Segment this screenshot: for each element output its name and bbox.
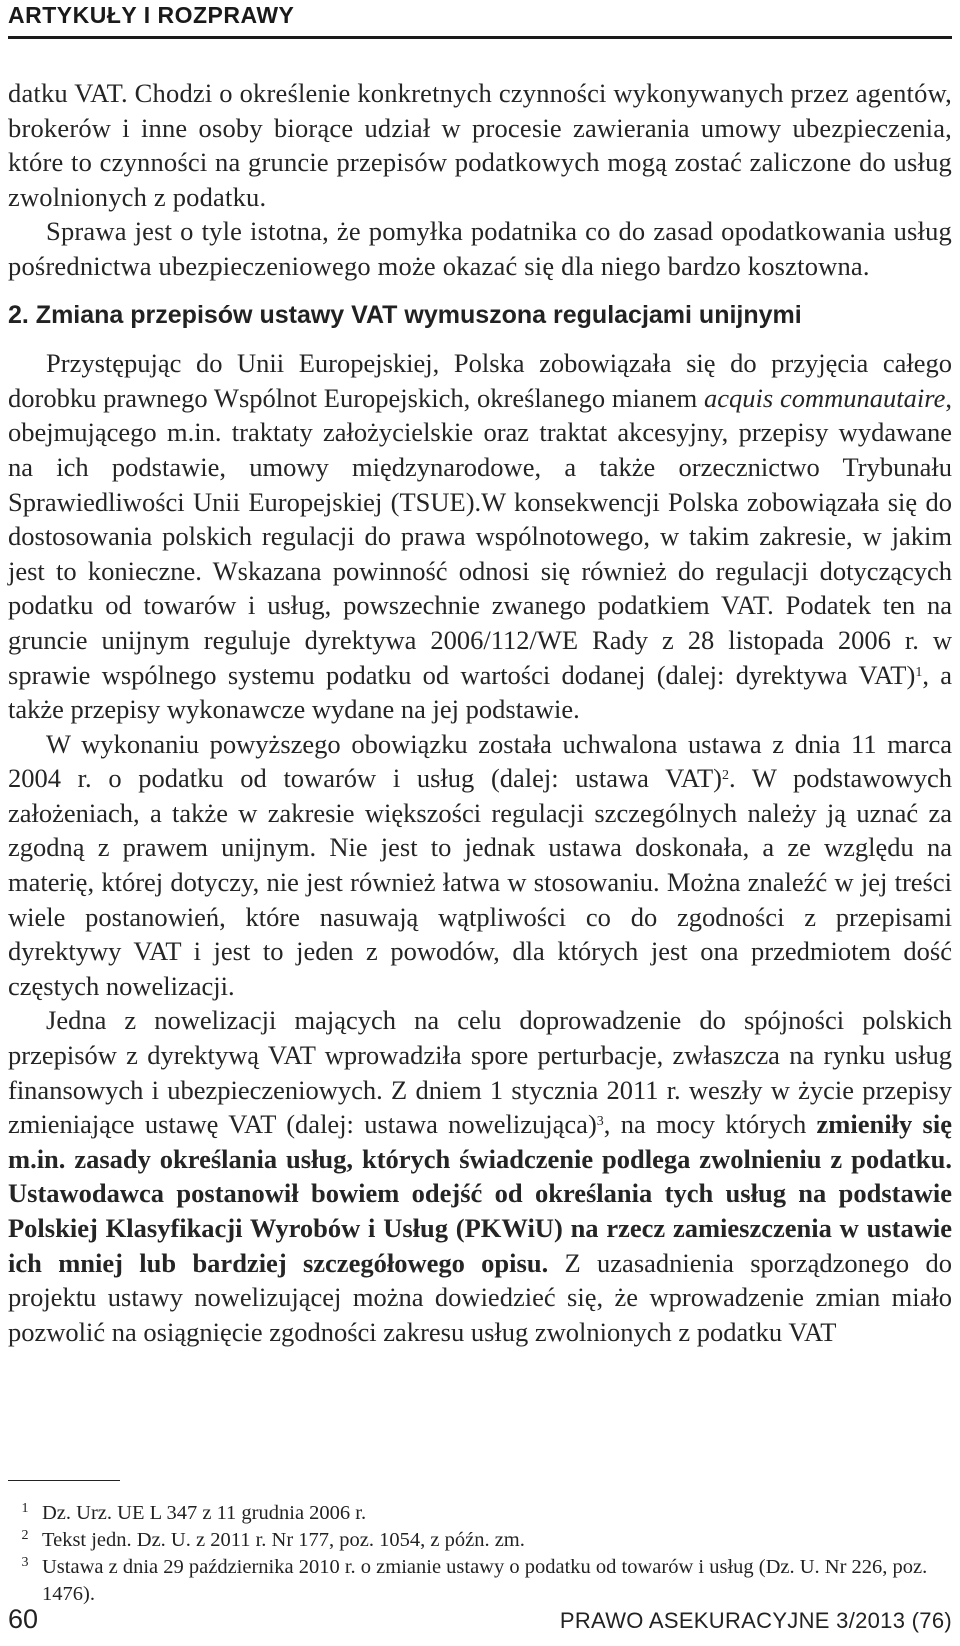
- page-number: 60: [8, 1604, 39, 1634]
- footnote-ref-1[interactable]: 1: [915, 664, 923, 680]
- paragraph-1: [8, 346, 952, 727]
- paragraph-2-text-a: W wykonaniu powyższego obowiązku została uchwalona ustawa z dnia 11 marca 2004 r. o podatku od towarów i usług (dalej: ustawa VAT): [8, 728, 952, 794]
- footnote-2: [8, 1527, 952, 1554]
- paragraph-3-text-a: Jedna z nowelizacji mających na celu doprowadzenie do spójności polskich przepisów z dyrektywą VAT wprowadziła spore perturbacje, zwłaszcza na rynku usług finansowych i ubezpieczeniowych. Z dniem 1 stycznia 2011 r. weszły w życie przepisy zmieniające ustawę VAT (dalej: ustawa nowelizująca): [8, 1005, 952, 1140]
- footnote-3: [8, 1554, 952, 1608]
- intro-text: [8, 76, 952, 284]
- footnote-rule: [8, 1480, 120, 1481]
- paragraph-3-text-b: , na mocy których: [603, 1109, 817, 1140]
- latin-term: acquis communautaire: [704, 382, 946, 413]
- paragraph-2-text-b: . W podstawowych założeniach, a także w zakresie większości regulacji szczególnych należy ją uznać za zgodną z prawem unijnym. Nie jest to jednak ustawa doskonała, a ze względu na materię, której dotyczy, nie jest również łatwa w stosowaniu. Można znaleźć w jej treści wiele postanowień, które nasuwają wątpliwości co do zgodności z przepisami dyrektywy VAT i jest to jeden z powodów, dla których jest ona przedmiotem dość częstych nowelizacji.: [8, 763, 952, 1001]
- footnote-text: Tekst jedn. Dz. U. z 2011 r. Nr 177, poz. 1054, z późn. zm.: [42, 1529, 525, 1551]
- section-text: [8, 346, 952, 1349]
- footnote-ref-2[interactable]: 2: [722, 768, 730, 784]
- footnote-ref-3[interactable]: 3: [596, 1114, 604, 1130]
- paragraph-2: [8, 727, 952, 1004]
- paragraph-3-text-c: Z uzasadnienia sporządzonego do projektu ustawy nowelizującej można dowiedzieć się, że wprowadzenie zmian miało pozwolić na osiągnięcie zgodności zakresu usług zwolnionych z podatku VAT: [8, 1247, 952, 1347]
- footnote-number: 2: [21, 1528, 29, 1543]
- header-rule: [8, 36, 952, 39]
- emphasis-text: zmieniły się m.in. zasady określania usług, których świadczenie podlega zwolnieniu z podatku. Ustawodawca postanowił bowiem odejść od określania tych usług na podstawie Polskiej Klasyfikacji Wyrobów i Usług (PKWiU) na rzecz zamieszczenia w ustawie ich mniej lub bardziej szczegółowego opisu.: [8, 1109, 952, 1278]
- paragraph-1-text-c: , a także przepisy wykonawcze wydane na jej podstawie.: [8, 659, 952, 725]
- paragraph-1-text-b: , obejmującego m.in. traktaty założycielskie oraz traktat akcesyjny, przepisy wydawane na ich podstawie, umowy międzynarodowe, a także orzecznictwo Trybunału Sprawiedliwości Unii Europejskiej (TSUE).W konsekwencji Polska zobowiązała się do dostosowania polskich regulacji do prawa wspólnotowego, w takim zakresie, w jakim jest to konieczne. Wskazana powinność odnosi się również do regulacji dotyczących podatku od towarów i usług, powszechnie zwanego podatkiem VAT. Podatek ten na gruncie unijnym reguluje dyrektywa 2006/112/WE Rady z 28 listopada 2006 r. w sprawie wspólnego systemu podatku od wartości dodanej (dalej: dyrektywa VAT): [8, 382, 952, 690]
- intro-paragraph-2: Sprawa jest o tyle istotna, że pomyłka podatnika co do zasad opodatkowania usług pośrednictwa ubezpieczeniowego może okazać się dla niego bardzo kosztowna.: [8, 216, 952, 281]
- footnotes: [8, 1500, 952, 1608]
- section-header: ARTYKUŁY I ROZPRAWY: [8, 2, 295, 28]
- footnote-1: [8, 1500, 952, 1527]
- section-heading: 2. Zmiana przepisów ustawy VAT wymuszona regulacjami unijnymi: [8, 300, 802, 329]
- footnote-number: 3: [21, 1555, 29, 1570]
- article-body: [8, 76, 952, 1349]
- journal-name: PRAWO ASEKURACYJNE 3/2013 (76): [559, 1608, 952, 1633]
- footnote-text: Ustawa z dnia 29 października 2010 r. o zmianie ustawy o podatku od towarów i usług (Dz. U. Nr 226, poz. 1476).: [42, 1556, 928, 1605]
- footnote-text: Dz. Urz. UE L 347 z 11 grudnia 2006 r.: [42, 1502, 367, 1524]
- paragraph-3: [8, 1003, 952, 1349]
- paragraph-1-text-a: Przystępując do Unii Europejskiej, Polska zobowiązała się do przyjęcia całego dorobku prawnego Wspólnot Europejskich, określanego mianem: [8, 348, 952, 413]
- intro-paragraph-1: datku VAT. Chodzi o określenie konkretnych czynności wykonywanych przez agentów, brokerów i inne osoby biorące udział w procesie zawierania umowy ubezpieczenia, które to czynności na gruncie przepisów podatkowych mogą zostać zaliczone do usług zwolnionych z podatku.: [8, 78, 952, 212]
- footnote-number: 1: [21, 1501, 29, 1516]
